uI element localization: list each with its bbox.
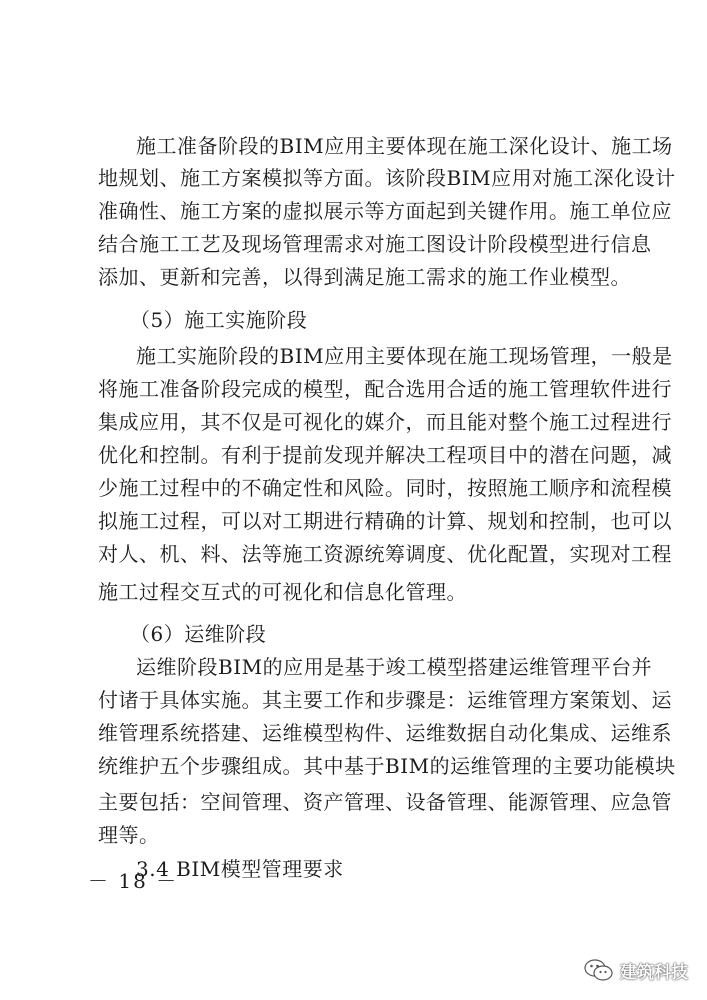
watermark	[584, 956, 688, 984]
paragraph-line: 维管理系统搭建、运维模型构件、运维数据自动化集成、运维系	[98, 721, 672, 745]
paragraph-line: 理等。	[98, 823, 160, 847]
paragraph-line: 付诸于具体实施。其主要工作和步骤是：运维管理方案策划、运	[98, 688, 672, 712]
paragraph-line: 将施工准备阶段完成的模型，配合选用合适的施工管理软件进行	[98, 377, 672, 401]
paragraph-line: 拟施工过程，可以对工期进行精确的计算、规划和控制，也可以	[98, 509, 672, 533]
paragraph-line: 主要包括：空间管理、资产管理、设备管理、能源管理、应急管	[98, 790, 672, 814]
paragraph-line: 对人、机、料、法等施工资源统筹调度、优化配置，实现对工程	[98, 542, 672, 566]
paragraph-line: 集成应用，其不仅是可视化的媒介，而且能对整个施工过程进行	[98, 410, 672, 434]
watermark-text: 建筑科技	[620, 962, 688, 983]
paragraph-line: 运维阶段BIM的应用是基于竣工模型搭建运维管理平台并	[136, 655, 653, 679]
paragraph-line: 施工准备阶段的BIM应用主要体现在施工深化设计、施工场	[136, 134, 673, 158]
paragraph-line: 优化和控制。有利于提前发现并解决工程项目中的潜在问题，减	[98, 443, 672, 467]
paragraph-line: 施工过程交互式的可视化和信息化管理。	[98, 580, 467, 604]
section-heading: 3.4 BIM模型管理要求	[136, 857, 344, 881]
paragraph-line: 结合施工工艺及现场管理需求对施工图设计阶段模型进行信息	[98, 232, 652, 256]
paragraph-line: 添加、更新和完善，以得到满足施工需求的施工作业模型。	[98, 265, 631, 289]
paragraph-line: 施工实施阶段的BIM应用主要体现在施工现场管理，一般是	[136, 344, 673, 368]
paragraph-line: 地规划、施工方案模拟等方面。该阶段BIM应用对施工深化设计	[98, 166, 676, 190]
paragraph-line: 少施工过程中的不确定性和风险。同时，按照施工顺序和流程模	[98, 476, 672, 500]
paragraph-line: 统维护五个步骤组成。其中基于BIM的运维管理的主要功能模块	[98, 754, 676, 778]
page-number: － 18 －	[88, 869, 179, 893]
wechat-icon	[584, 958, 614, 982]
paragraph-line: 准确性、施工方案的虚拟展示等方面起到关键作用。施工单位应	[98, 199, 672, 223]
section-heading: （6）运维阶段	[130, 622, 267, 646]
section-heading: （5）施工实施阶段	[130, 308, 308, 332]
